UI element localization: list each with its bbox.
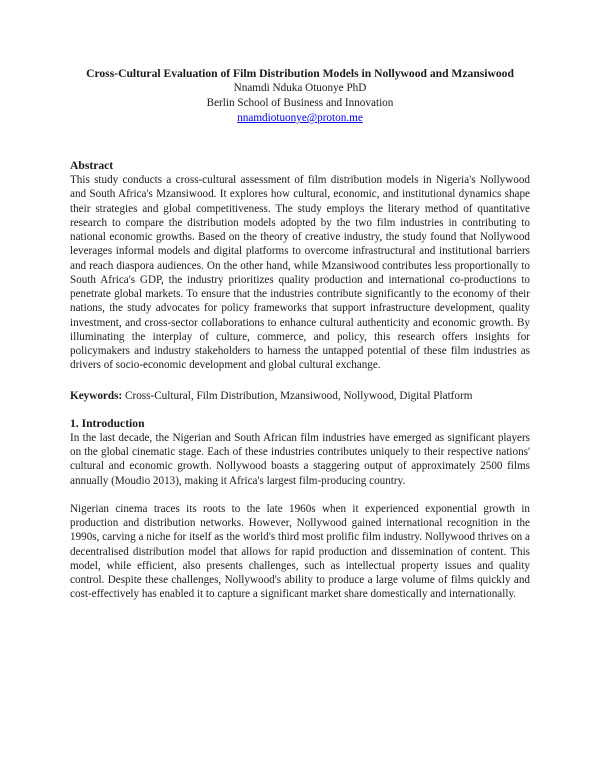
keywords-label: Keywords: <box>70 389 123 402</box>
keywords-line <box>70 389 530 403</box>
author-affiliation: Berlin School of Business and Innovation <box>206 97 394 109</box>
abstract-text: This study conducts a cross-cultural assessment of film distribution models in Nigeria's Nollywood and South Africa's Mzansiwood. It explores how cultural, economic, and institutional dynamics shape their strategies and global competitiveness. The study employs the literary method of quantitative research to compare the distribution models adopted by the two film industries in contributing to national economic growths. Based on the theory of creative industry, the study found that Nollywood leverages informal models and digital platforms to overcome infrastructural and institutional barriers and reach diaspora audiences. On the other hand, while Mzansiwood contributes less proportionally to South Africa's GDP, the industry prioritizes quality production and international co-productions to penetrate global markets. To ensure that the industries contribute significantly to the economy of their nations, the study advocates for policy frameworks that support infrastructure development, quality investment, and cross-sector collaborations to enhance cultural authenticity and economic growth. By illuminating the interplay of culture, commerce, and policy, this research offers insights for policymakers and industry stakeholders to harness the untapped potential of these film industries as drivers of socio-economic development and global cultural exchange. <box>70 174 530 372</box>
keywords-text: Cross-Cultural, Film Distribution, Mzansiwood, Nollywood, Digital Platform <box>122 389 473 402</box>
author-email-line <box>70 111 530 126</box>
author-name: Nnamdi Nduka Otuonye PhD <box>233 82 367 94</box>
paper-title: Cross-Cultural Evaluation of Film Distribution Models in Nollywood and Mzansiwood <box>86 67 514 80</box>
introduction-paragraph-2: Nigerian cinema traces its roots to the late 1960s when it experienced exponential growth in production and distribution networks. However, Nollywood gained international recognition in the 1990s, carving a niche for itself as the world's third most prolific film industry. Nollywood thrives on a decentralised distribution model that allows for rapid production and dissemination of content. This model, while efficient, also presents challenges, such as intellectual property issues and quality control. Despite these challenges, Nollywood's ability to produce a large volume of films quickly and cost-effectively has enabled it to capture a significant market share domestically and internationally. <box>70 502 530 601</box>
paper-page <box>70 66 530 602</box>
introduction-paragraph-1: In the last decade, the Nigerian and South African film industries have emerged as significant players on the global cinematic stage. Each of these industries contributes uniquely to their respective nations' cultural and economic growth. Nollywood boasts a staggering output of approximately 2500 films annually (Moudio 2013), making it Africa's largest film-producing country. <box>70 431 530 487</box>
introduction-heading: 1. Introduction <box>70 416 145 430</box>
abstract-heading: Abstract <box>70 159 114 172</box>
author-email-link[interactable]: nnamdiotuonye@proton.me <box>237 112 363 124</box>
